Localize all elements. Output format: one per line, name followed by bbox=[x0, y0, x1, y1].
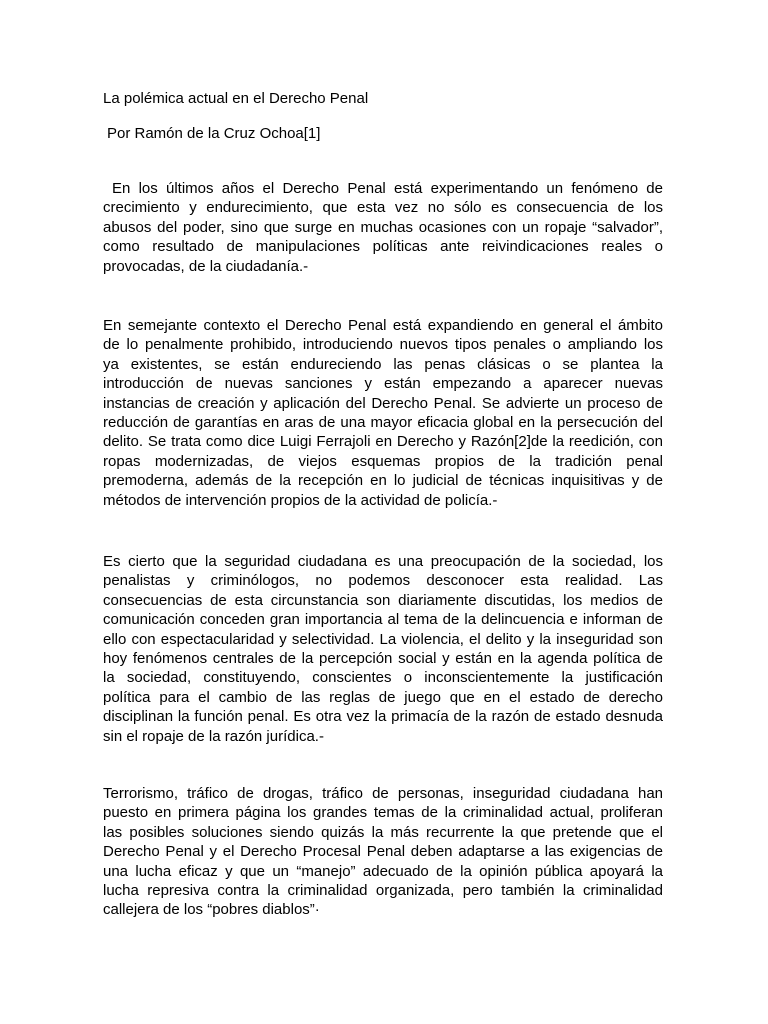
text-line: las posibles soluciones siendo quizás la más recurrente la que pretende que el bbox=[103, 823, 663, 841]
text-line: una lucha eficaz y que un “manejo” adecuado de la opinión pública apoyará la bbox=[103, 862, 663, 880]
text-line: política para el cambio de las reglas de juego que en el estado de derecho bbox=[103, 688, 663, 706]
paragraph bbox=[103, 316, 663, 510]
text-line: métodos de intervención propios de la actividad de policía.- bbox=[103, 491, 498, 509]
document-byline: Por Ramón de la Cruz Ochoa[1] bbox=[107, 125, 321, 142]
text-line: callejera de los “pobres diablos”· bbox=[103, 901, 320, 919]
text-line: instancias de creación y aplicación del Derecho Penal. Se advierte un proceso de bbox=[103, 394, 663, 412]
text-line: comunicación conceden gran importancia al tema de la delincuencia e informan de bbox=[103, 611, 663, 629]
text-line: delito. Se trata como dice Luigi Ferrajoli en Derecho y Razón[2]de la reedición, con bbox=[103, 433, 663, 451]
text-line: la sociedad, constituyendo, conscientes o inconscientemente la justificación bbox=[103, 669, 663, 687]
text-line: premoderna, además de la recepción en lo judicial de técnicas inquisitivas y de bbox=[103, 472, 663, 490]
text-line: como resultado de manipulaciones políticas ante reivindicaciones reales o bbox=[103, 238, 663, 256]
text-line: disciplinan la función penal. Es otra vez la primacía de la razón de estado desnuda bbox=[103, 708, 663, 726]
paragraph bbox=[103, 784, 663, 920]
text-line: ropas modernizadas, de viejos esquemas propios de la tradición penal bbox=[103, 452, 663, 470]
text-line: Derecho Penal y el Derecho Procesal Penal deben adaptarse a las exigencias de bbox=[103, 843, 663, 861]
text-line: ello con espectacularidad y selectividad. La violencia, el delito y la inseguridad son bbox=[103, 630, 663, 648]
text-line: penalistas y criminólogos, no podemos desconocer esta realidad. Las bbox=[103, 572, 663, 590]
text-line: Es cierto que la seguridad ciudadana es una preocupación de la sociedad, los bbox=[103, 553, 663, 570]
text-line: lucha represiva contra la criminalidad organizada, pero también la criminalidad bbox=[103, 882, 663, 900]
text-line: hoy fenómenos centrales de la percepción social y están en la agenda política de bbox=[103, 650, 663, 668]
paragraph bbox=[103, 552, 663, 746]
document-title: La polémica actual en el Derecho Penal bbox=[103, 90, 369, 107]
text-line: reducción de garantías en aras de una mayor eficacia global en la persecución del bbox=[103, 414, 663, 432]
text-line: Terrorismo, tráfico de drogas, tráfico de personas, inseguridad ciudadana han bbox=[103, 785, 663, 802]
text-line: abusos del poder, sino que surge en muchas ocasiones con un ropaje “salvador”, bbox=[103, 218, 663, 236]
text-line: En los últimos años el Derecho Penal está experimentando un fenómeno de bbox=[112, 180, 663, 197]
text-line: ya existentes, se están endureciendo las penas clásicas o se plantea la bbox=[103, 355, 663, 373]
paragraph bbox=[103, 179, 663, 276]
text-line: En semejante contexto el Derecho Penal está expandiendo en general el ámbito bbox=[103, 317, 663, 334]
text-line: introducción de nuevas sanciones y están empezando a aparecer nuevas bbox=[103, 375, 663, 393]
text-line: consecuencias de esta circunstancia son diariamente discutidas, los medios de bbox=[103, 591, 663, 609]
text-line: puesto en primera página los grandes temas de la criminalidad actual, proliferan bbox=[103, 804, 663, 822]
text-line: sin el ropaje de la razón jurídica.- bbox=[103, 727, 324, 745]
text-line: de lo penalmente prohibido, introduciendo nuevos tipos penales o ampliando los bbox=[103, 336, 663, 354]
text-line: provocadas, de la ciudadanía.- bbox=[103, 257, 309, 275]
text-line: crecimiento y endurecimiento, que esta vez no sólo es consecuencia de los bbox=[103, 199, 663, 217]
